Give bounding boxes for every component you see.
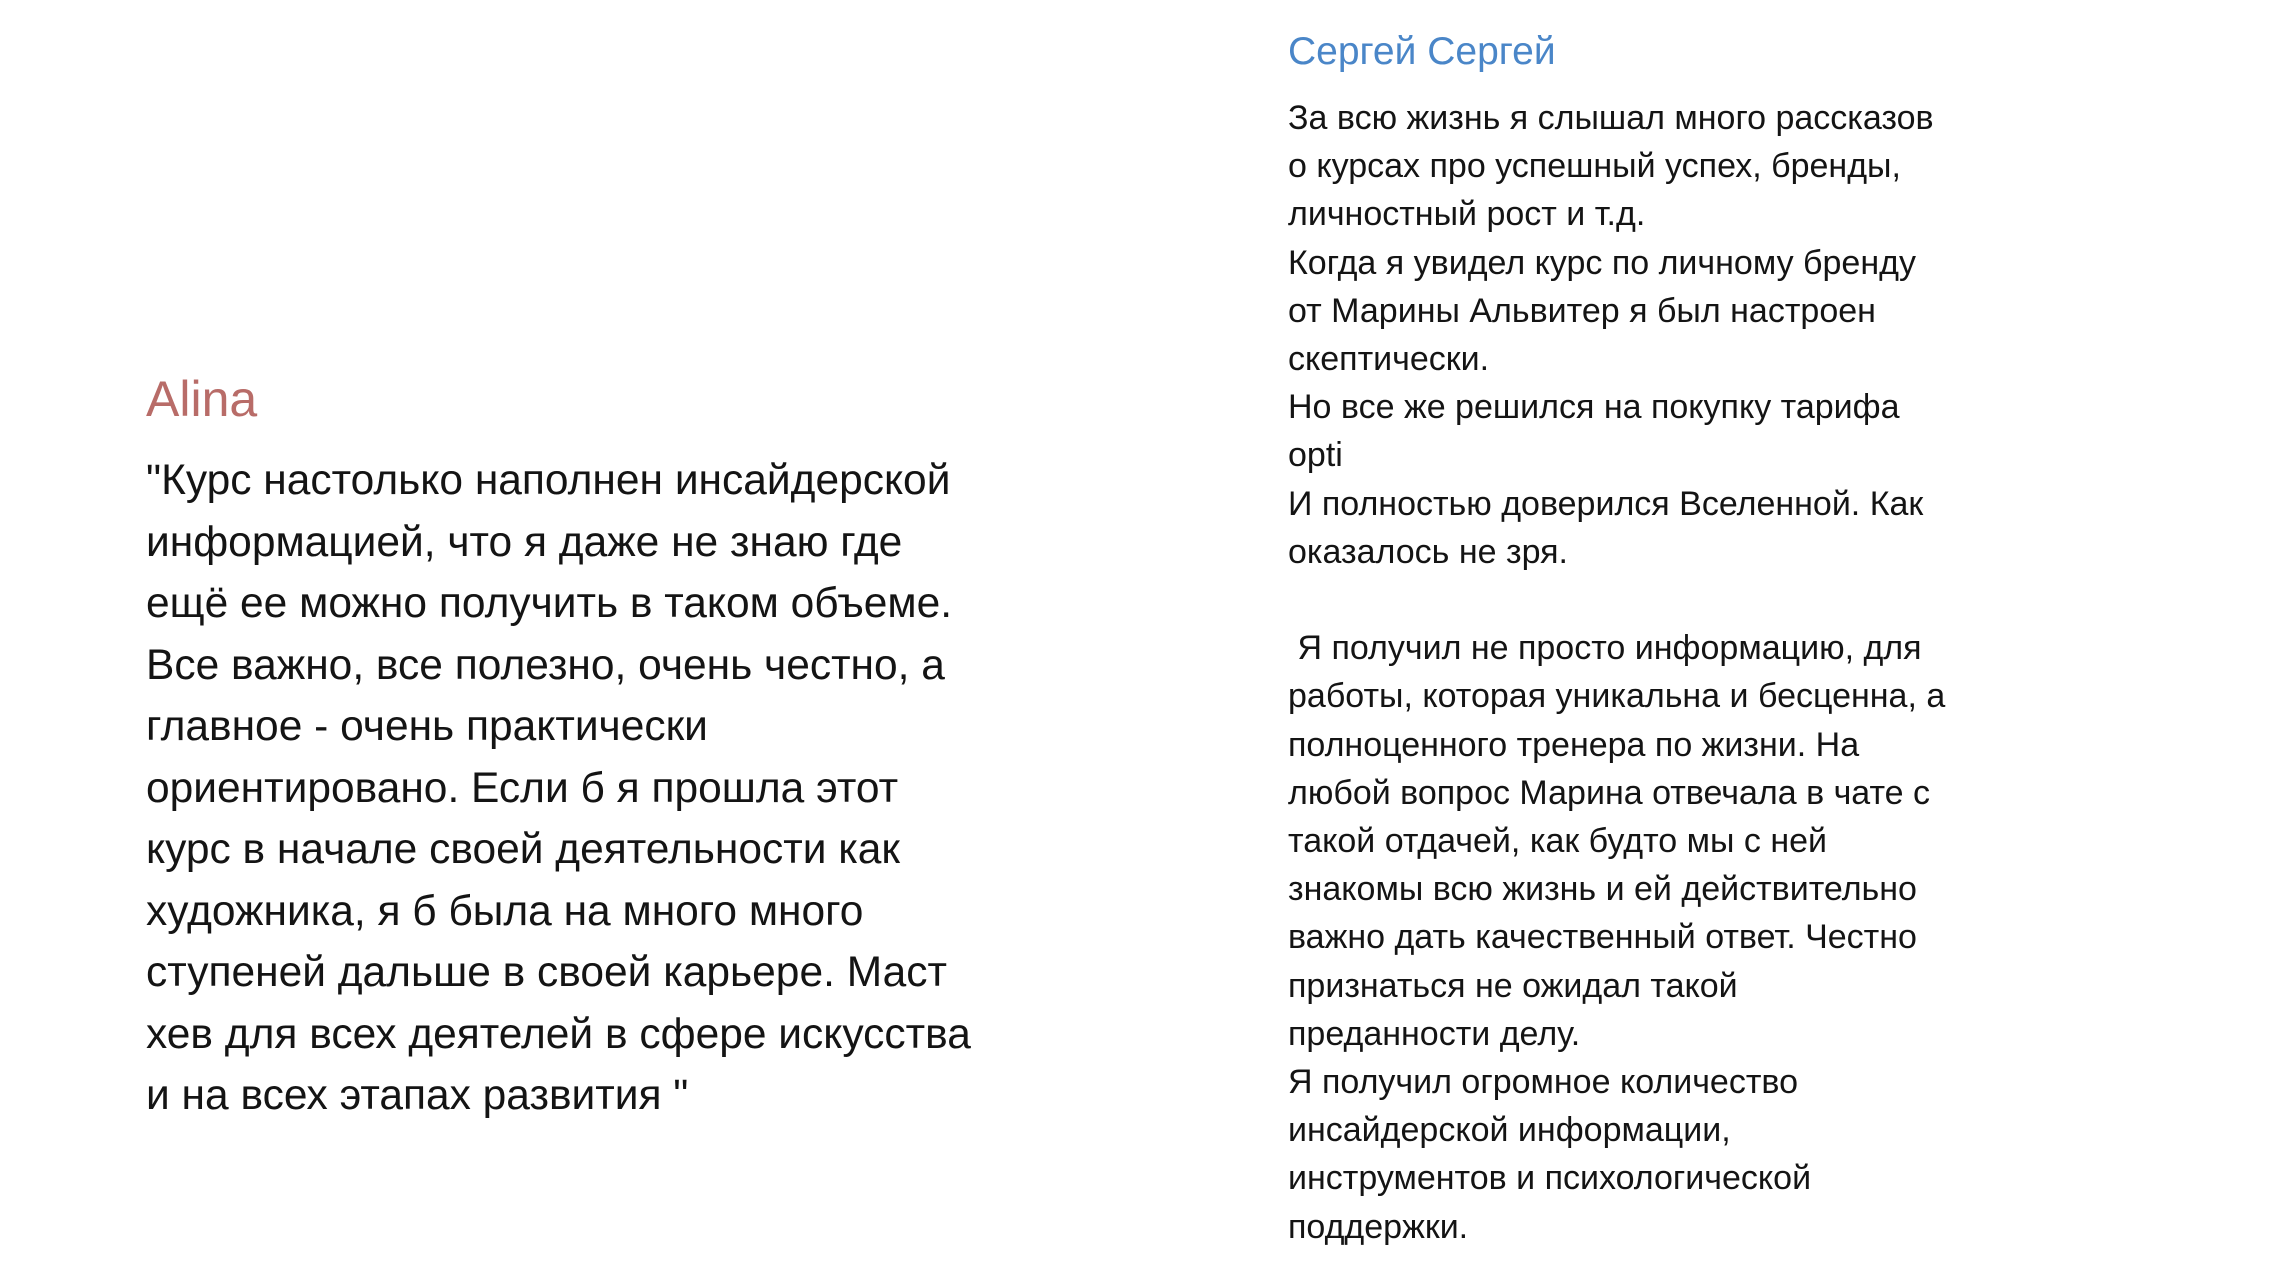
review-line: знакомы всю жизнь и ей действительно	[1288, 870, 1917, 909]
review-text	[1288, 94, 2148, 1251]
review-line: За всю жизнь я слышал много рассказов	[1288, 99, 1934, 137]
review-line: важно дать качественный ответ. Честно	[1288, 918, 1917, 957]
review-line: Я получил огромное количество	[1288, 1063, 1798, 1102]
review-line: информацией, что я даже не знаю где	[146, 518, 903, 566]
review-line: ориентировано. Если б я прошла этот	[146, 764, 899, 812]
review-line: преданности делу.	[1288, 1014, 1581, 1053]
review-line: признаться не ожидал такой	[1288, 966, 1738, 1005]
review-sergey	[1288, 24, 2148, 1251]
reviewer-name: Alina	[146, 371, 258, 427]
review-line: ещё ее можно получить в таком объеме.	[146, 580, 953, 627]
review-line: оказалось не зря.	[1288, 532, 1568, 571]
review-line: художника, я б была на много много	[146, 887, 864, 935]
review-line: от Марины Альвитер я был настроен	[1288, 291, 1876, 330]
review-line: ступеней дальше в своей карьере. Маст	[146, 949, 947, 996]
review-line	[1288, 576, 2148, 624]
review-line: инструментов и психологической	[1288, 1159, 1812, 1198]
review-line: поддержки.	[1288, 1207, 1469, 1246]
review-line: "Курс настолько наполнен инсайдерской	[146, 457, 951, 504]
review-line: и на всех этапах развития "	[146, 1072, 689, 1119]
review-line: Все важно, все полезно, очень честно, а	[146, 641, 945, 689]
review-line: курс в начале своей деятельности как	[146, 826, 901, 873]
review-line: любой вопрос Марина отвечала в чате с	[1288, 773, 1931, 812]
review-text	[146, 450, 1106, 1127]
review-line: И полностью доверился Вселенной. Как	[1288, 484, 1924, 523]
review-line: такой отдачей, как будто мы с ней	[1288, 822, 1828, 861]
review-line: Но все же решился на покупку тарифа	[1288, 388, 1900, 427]
review-line: opti	[1288, 436, 1343, 475]
review-alina	[146, 364, 1106, 1127]
review-line: Когда я увидел курс по личному бренду	[1288, 243, 1916, 282]
reviewer-name: Сергей Сергей	[1288, 30, 1556, 73]
review-line: работы, которая уникальна и бесценна, а	[1288, 677, 1946, 716]
review-line: личностный рост и т.д.	[1288, 195, 1646, 234]
review-line: полноценного тренера по жизни. На	[1288, 725, 1860, 764]
review-line: скептически.	[1288, 340, 1490, 379]
review-line: хев для всех деятелей в сфере искусства	[146, 1010, 971, 1058]
review-line: Я получил не просто информацию, для	[1288, 629, 1922, 668]
review-line: главное - очень практически	[146, 703, 708, 750]
review-line: о курсах про успешный успех, бренды,	[1288, 147, 1901, 186]
review-line: инсайдерской информации,	[1288, 1111, 1731, 1150]
